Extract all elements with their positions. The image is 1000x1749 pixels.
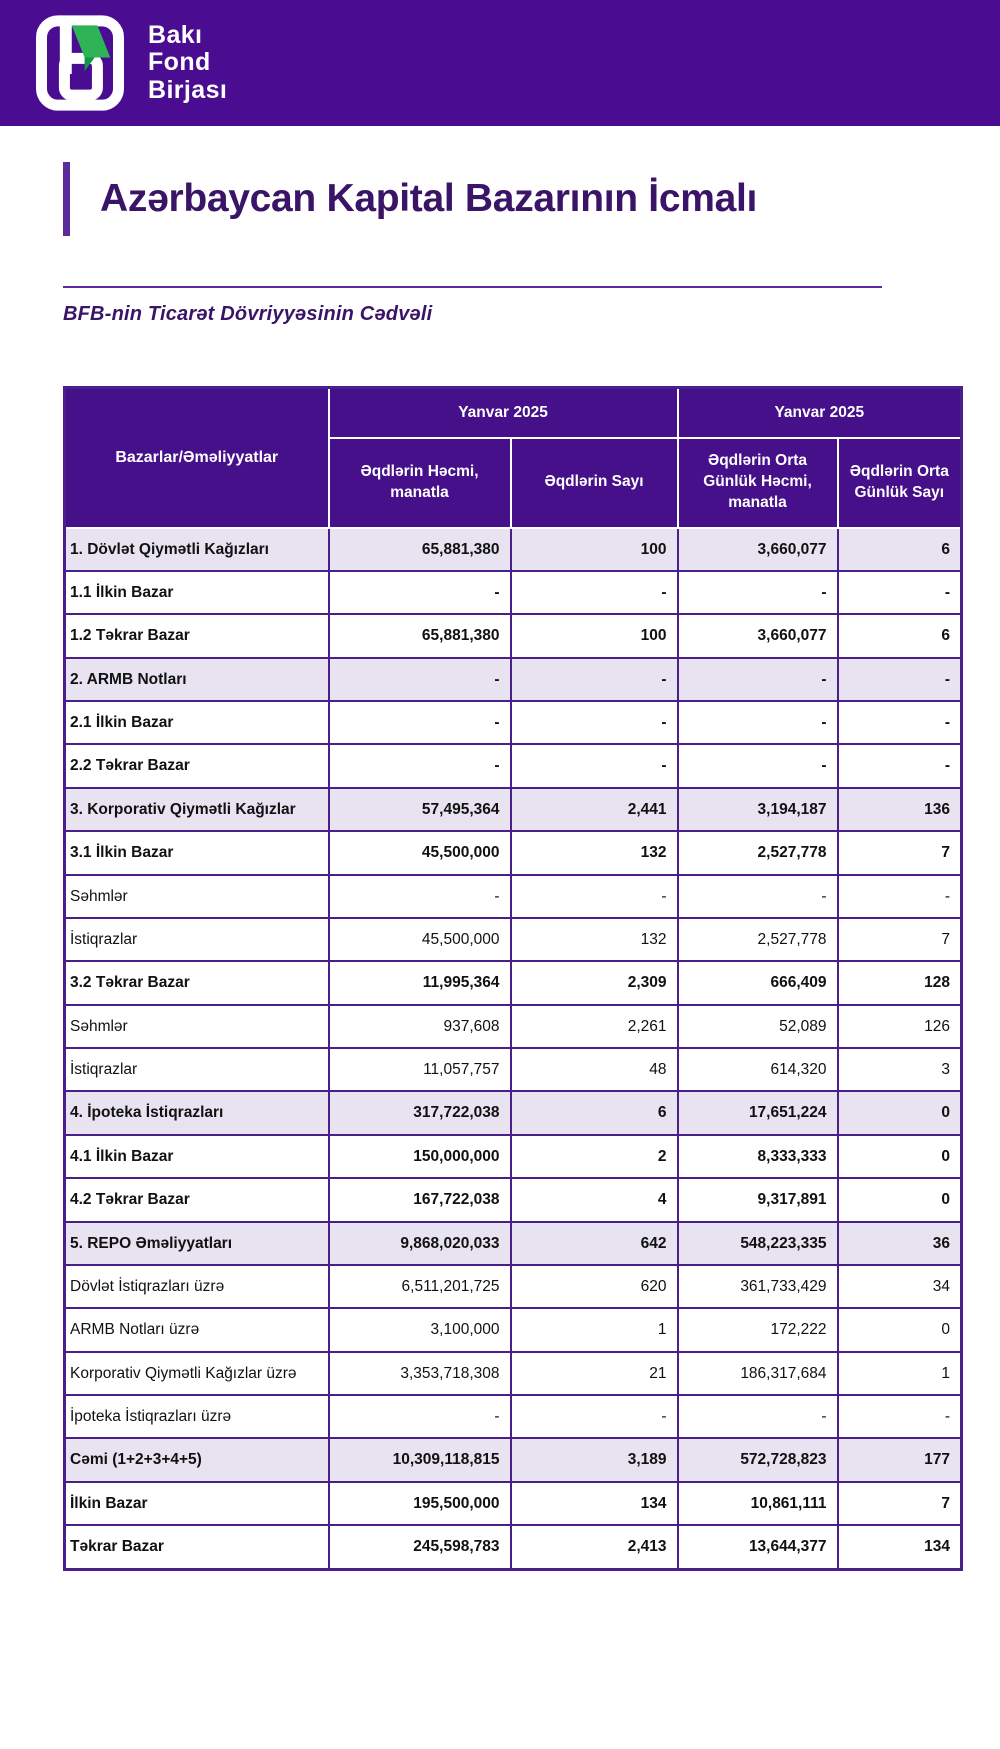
row-label: İlkin Bazar: [65, 1482, 329, 1525]
row-value: -: [511, 701, 678, 744]
row-value: 17,651,224: [678, 1091, 838, 1134]
bfb-logo-icon: [36, 14, 124, 112]
table-row: [65, 614, 962, 657]
divider-line: [63, 286, 882, 288]
row-value: -: [511, 744, 678, 787]
row-value: -: [329, 744, 511, 787]
table-row: [65, 571, 962, 614]
row-value: 245,598,783: [329, 1525, 511, 1569]
row-value: -: [838, 744, 962, 787]
row-value: 666,409: [678, 961, 838, 1004]
row-value: -: [329, 658, 511, 701]
brand-band: [0, 0, 1000, 126]
row-value: 136: [838, 788, 962, 831]
header-period-2: Yanvar 2025: [678, 388, 962, 438]
table-row: [65, 788, 962, 831]
row-value: 2,527,778: [678, 831, 838, 874]
row-value: -: [838, 1395, 962, 1438]
row-label: 3.1 İlkin Bazar: [65, 831, 329, 874]
table-row: [65, 961, 962, 1004]
row-value: 11,995,364: [329, 961, 511, 1004]
row-value: 100: [511, 614, 678, 657]
row-value: 3,194,187: [678, 788, 838, 831]
row-value: 65,881,380: [329, 528, 511, 571]
row-value: -: [329, 701, 511, 744]
row-value: 150,000,000: [329, 1135, 511, 1178]
row-label: 4.1 İlkin Bazar: [65, 1135, 329, 1178]
row-value: -: [511, 658, 678, 701]
table-row: [65, 701, 962, 744]
title-accent-bar: [63, 162, 70, 236]
row-label: 5. REPO Əməliyyatları: [65, 1222, 329, 1265]
row-value: 937,608: [329, 1005, 511, 1048]
row-label: Səhmlər: [65, 1005, 329, 1048]
row-value: 572,728,823: [678, 1438, 838, 1481]
row-value: -: [678, 875, 838, 918]
row-value: 3,660,077: [678, 528, 838, 571]
table-row: [65, 1525, 962, 1569]
row-value: 6: [511, 1091, 678, 1134]
table-row: [65, 1265, 962, 1308]
row-value: -: [678, 744, 838, 787]
row-label: 4. İpoteka İstiqrazları: [65, 1091, 329, 1134]
title-block: [63, 162, 937, 236]
row-value: 186,317,684: [678, 1352, 838, 1395]
row-label: 1.1 İlkin Bazar: [65, 571, 329, 614]
row-value: 2,413: [511, 1525, 678, 1569]
row-label: 1. Dövlət Qiymətli Kağızları: [65, 528, 329, 571]
brand-name-line: Birjası: [148, 75, 228, 104]
table-row: [65, 744, 962, 787]
row-label: 2.1 İlkin Bazar: [65, 701, 329, 744]
row-label: 4.2 Təkrar Bazar: [65, 1178, 329, 1221]
turnover-table: [63, 386, 963, 1571]
row-value: 13,644,377: [678, 1525, 838, 1569]
row-value: -: [511, 571, 678, 614]
row-value: -: [511, 1395, 678, 1438]
row-label: Səhmlər: [65, 875, 329, 918]
table-body: [65, 528, 962, 1570]
brand-name-line: Fond: [148, 48, 211, 77]
row-value: 0: [838, 1308, 962, 1351]
row-value: 0: [838, 1091, 962, 1134]
row-value: -: [678, 658, 838, 701]
row-value: -: [838, 571, 962, 614]
report-content: [0, 162, 1000, 1571]
row-value: 134: [511, 1482, 678, 1525]
table-row: [65, 1005, 962, 1048]
row-value: 10,309,118,815: [329, 1438, 511, 1481]
row-value: 3,189: [511, 1438, 678, 1481]
table-row: [65, 1308, 962, 1351]
row-value: 134: [838, 1525, 962, 1569]
row-value: -: [678, 1395, 838, 1438]
table-row: [65, 1135, 962, 1178]
row-value: 57,495,364: [329, 788, 511, 831]
row-value: 11,057,757: [329, 1048, 511, 1091]
row-value: 132: [511, 831, 678, 874]
row-label: Cəmi (1+2+3+4+5): [65, 1438, 329, 1481]
row-value: 167,722,038: [329, 1178, 511, 1221]
row-value: 1: [511, 1308, 678, 1351]
table-row: [65, 875, 962, 918]
row-value: 7: [838, 918, 962, 961]
table-row: [65, 528, 962, 571]
row-value: 132: [511, 918, 678, 961]
row-value: 45,500,000: [329, 831, 511, 874]
header-markets-operations: Bazarlar/Əməliyyatlar: [65, 388, 329, 528]
row-value: 9,317,891: [678, 1178, 838, 1221]
row-label: İpoteka İstiqrazları üzrə: [65, 1395, 329, 1438]
table-subtitle: BFB-nin Ticarət Dövriyyəsinin Cədvəli: [63, 303, 433, 325]
row-value: -: [511, 875, 678, 918]
header-deal-volume: Əqdlərin Həcmi, manatla: [329, 438, 511, 528]
table-row: [65, 1482, 962, 1525]
row-value: 6: [838, 614, 962, 657]
row-label: ARMB Notları üzrə: [65, 1308, 329, 1351]
row-label: 2. ARMB Notları: [65, 658, 329, 701]
row-value: 614,320: [678, 1048, 838, 1091]
row-value: 100: [511, 528, 678, 571]
row-value: 10,861,111: [678, 1482, 838, 1525]
table-row: [65, 1438, 962, 1481]
row-value: 48: [511, 1048, 678, 1091]
row-value: 0: [838, 1135, 962, 1178]
row-value: 7: [838, 1482, 962, 1525]
row-value: 45,500,000: [329, 918, 511, 961]
table-row: [65, 1091, 962, 1134]
row-value: 3: [838, 1048, 962, 1091]
header-period-1: Yanvar 2025: [329, 388, 678, 438]
row-value: -: [678, 571, 838, 614]
row-label: İstiqrazlar: [65, 1048, 329, 1091]
row-label: İstiqrazlar: [65, 918, 329, 961]
row-value: -: [838, 875, 962, 918]
row-value: 620: [511, 1265, 678, 1308]
row-label: 3.2 Təkrar Bazar: [65, 961, 329, 1004]
row-value: 6,511,201,725: [329, 1265, 511, 1308]
table-header: [65, 388, 962, 528]
row-value: 2: [511, 1135, 678, 1178]
row-label: Dövlət İstiqrazları üzrə: [65, 1265, 329, 1308]
row-value: 3,353,718,308: [329, 1352, 511, 1395]
row-value: 0: [838, 1178, 962, 1221]
header-avg-daily-volume: Əqdlərin Orta Günlük Həcmi, manatla: [678, 438, 838, 528]
row-value: 1: [838, 1352, 962, 1395]
row-label: 1.2 Təkrar Bazar: [65, 614, 329, 657]
row-value: 2,527,778: [678, 918, 838, 961]
table-row: [65, 1048, 962, 1091]
row-label: 2.2 Təkrar Bazar: [65, 744, 329, 787]
row-value: -: [329, 875, 511, 918]
row-value: 195,500,000: [329, 1482, 511, 1525]
row-value: 4: [511, 1178, 678, 1221]
row-value: -: [329, 571, 511, 614]
row-value: 177: [838, 1438, 962, 1481]
header-deal-count: Əqdlərin Sayı: [511, 438, 678, 528]
brand-name: [148, 22, 227, 105]
row-value: 52,089: [678, 1005, 838, 1048]
row-value: 6: [838, 528, 962, 571]
table-row: [65, 1178, 962, 1221]
table-row: [65, 831, 962, 874]
row-value: 65,881,380: [329, 614, 511, 657]
row-value: 2,261: [511, 1005, 678, 1048]
brand-name-line: Bakı: [148, 20, 203, 49]
row-value: 548,223,335: [678, 1222, 838, 1265]
table-row: [65, 658, 962, 701]
row-label: Təkrar Bazar: [65, 1525, 329, 1569]
row-label: Korporativ Qiymətli Kağızlar üzrə: [65, 1352, 329, 1395]
table-row: [65, 918, 962, 961]
row-value: 9,868,020,033: [329, 1222, 511, 1265]
row-value: -: [838, 658, 962, 701]
row-value: -: [838, 701, 962, 744]
row-value: 128: [838, 961, 962, 1004]
table-row: [65, 1352, 962, 1395]
row-value: 8,333,333: [678, 1135, 838, 1178]
row-value: 317,722,038: [329, 1091, 511, 1134]
row-value: 34: [838, 1265, 962, 1308]
row-value: 7: [838, 831, 962, 874]
row-value: 361,733,429: [678, 1265, 838, 1308]
row-value: 172,222: [678, 1308, 838, 1351]
row-value: 21: [511, 1352, 678, 1395]
row-value: 3,100,000: [329, 1308, 511, 1351]
row-value: -: [329, 1395, 511, 1438]
row-value: 2,309: [511, 961, 678, 1004]
row-label: 3. Korporativ Qiymətli Kağızlar: [65, 788, 329, 831]
page-title: Azərbaycan Kapital Bazarının İcmalı: [100, 177, 758, 220]
table-row: [65, 1395, 962, 1438]
header-avg-daily-count: Əqdlərin Orta Günlük Sayı: [838, 438, 962, 528]
table-row: [65, 1222, 962, 1265]
row-value: -: [678, 701, 838, 744]
row-value: 126: [838, 1005, 962, 1048]
row-value: 642: [511, 1222, 678, 1265]
row-value: 3,660,077: [678, 614, 838, 657]
row-value: 36: [838, 1222, 962, 1265]
row-value: 2,441: [511, 788, 678, 831]
